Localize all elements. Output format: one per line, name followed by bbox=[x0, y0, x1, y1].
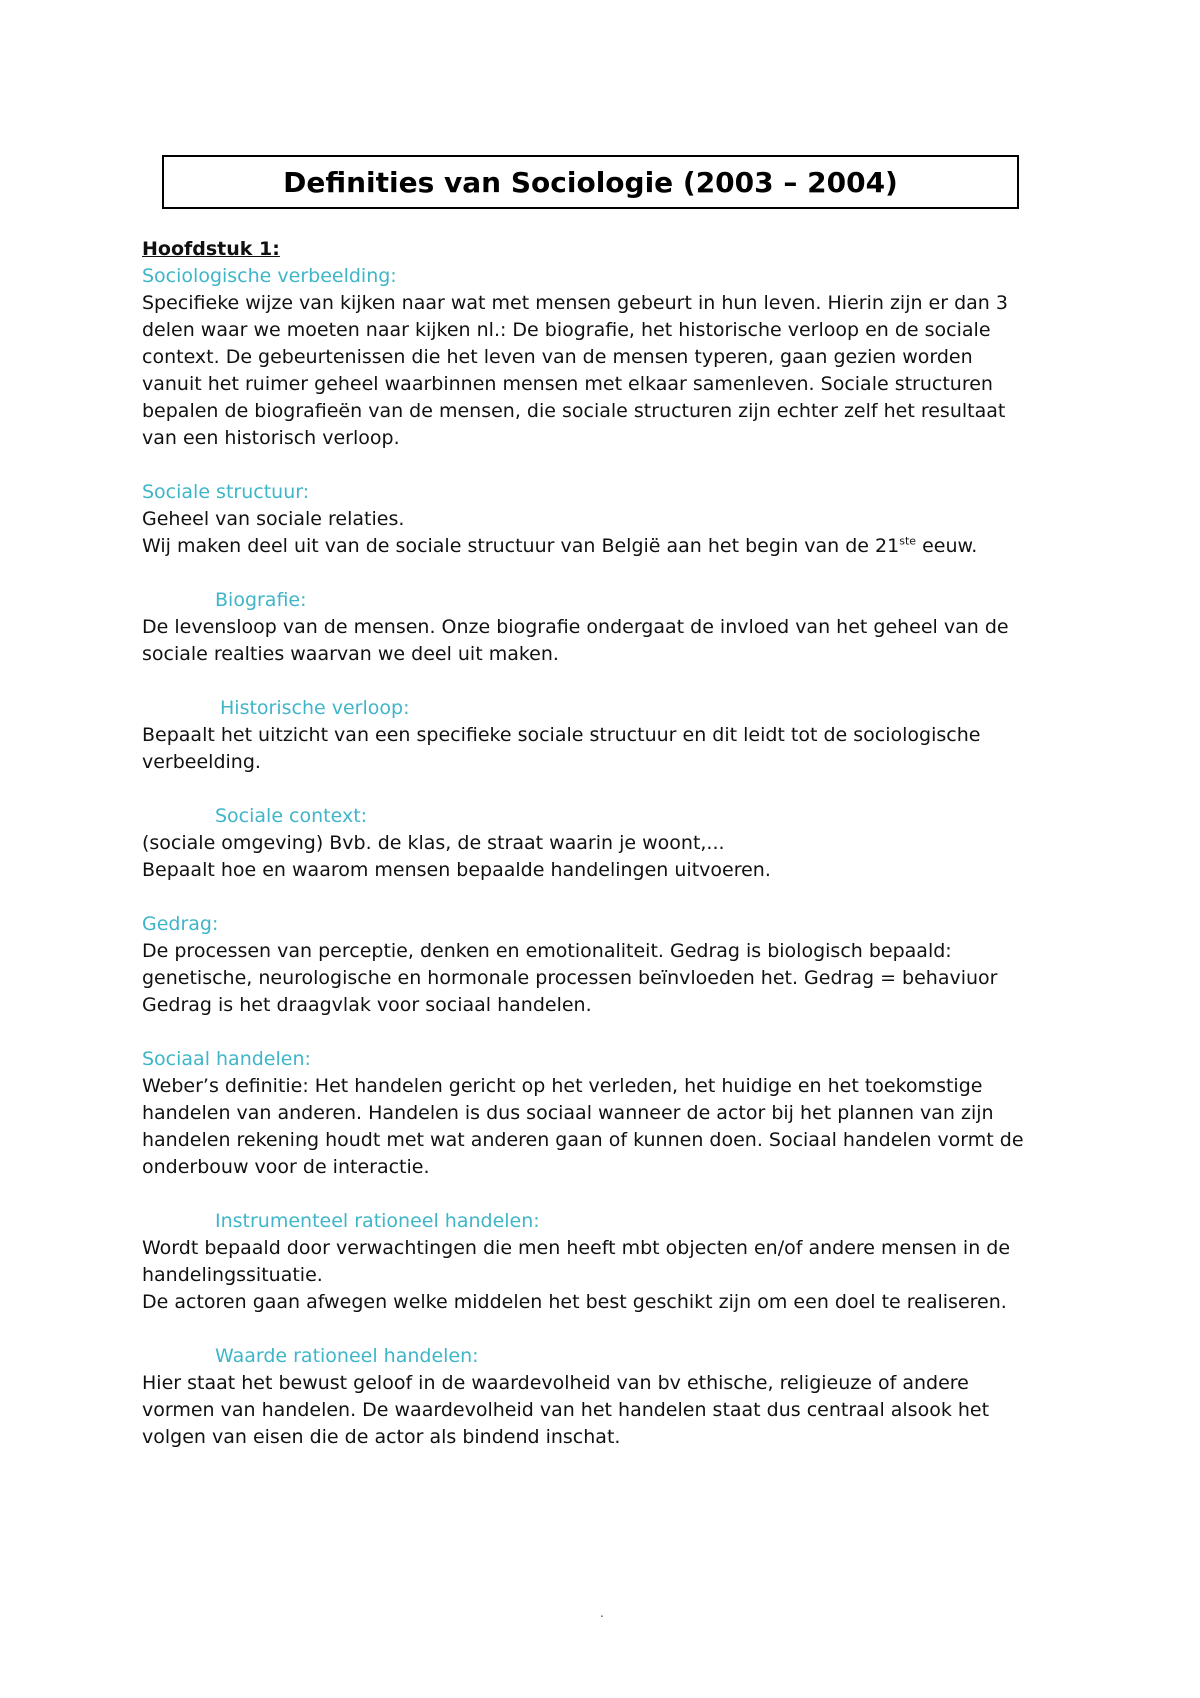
section-heading-instrumenteel-rationeel-handelen: Instrumenteel rationeel handelen: bbox=[215, 1210, 540, 1232]
text-line: De levensloop van de mensen. Onze biografie ondergaat de invloed van het geheel van de bbox=[142, 616, 1009, 638]
text-line: onderbouw voor de interactie. bbox=[142, 1156, 430, 1178]
section-body-sociologische-verbeelding bbox=[142, 290, 1062, 452]
section-body-sociale-context bbox=[142, 830, 1062, 884]
text-line: De actoren gaan afwegen welke middelen het best geschikt zijn om een doel te realiseren. bbox=[142, 1291, 1007, 1313]
text-line: Specifieke wijze van kijken naar wat met mensen gebeurt in hun leven. Hierin zijn er dan 3 bbox=[142, 292, 1008, 314]
text-segment: eeuw. bbox=[916, 535, 978, 557]
section-body-biografie bbox=[142, 614, 1062, 668]
text-segment: Wij maken deel uit van de sociale structuur van België aan het begin van de 21 bbox=[142, 535, 900, 557]
text-line: handelingssituatie. bbox=[142, 1264, 323, 1286]
text-line: Bepaalt hoe en waarom mensen bepaalde handelingen uitvoeren. bbox=[142, 859, 771, 881]
text-line: vanuit het ruimer geheel waarbinnen mensen met elkaar samenleven. Sociale structuren bbox=[142, 373, 993, 395]
footer-mark: . bbox=[600, 1606, 604, 1620]
text-line: Wordt bepaald door verwachtingen die men heeft mbt objecten en/of andere mensen in de bbox=[142, 1237, 1011, 1259]
text-line: context. De gebeurtenissen die het leven van de mensen typeren, gaan gezien worden bbox=[142, 346, 973, 368]
text-line: Geheel van sociale relaties. bbox=[142, 508, 405, 530]
section-body-waarde-rationeel-handelen bbox=[142, 1370, 1062, 1451]
section-heading-waarde-rationeel-handelen: Waarde rationeel handelen: bbox=[215, 1345, 479, 1367]
section-heading-sociaal-handelen: Sociaal handelen: bbox=[142, 1048, 311, 1070]
section-body-sociale-structuur bbox=[142, 506, 1062, 560]
text-line: (sociale omgeving) Bvb. de klas, de straat waarin je woont,... bbox=[142, 832, 725, 854]
text-line: De processen van perceptie, denken en emotionaliteit. Gedrag is biologisch bepaald: bbox=[142, 940, 952, 962]
text-line: Weber’s definitie: Het handelen gericht op het verleden, het huidige en het toekomstige bbox=[142, 1075, 983, 1097]
text-line: handelen van anderen. Handelen is dus sociaal wanneer de actor bij het plannen van zijn bbox=[142, 1102, 994, 1124]
section-heading-sociale-structuur: Sociale structuur: bbox=[142, 481, 310, 503]
document-title: Definities van Sociologie (2003 – 2004) bbox=[283, 165, 898, 199]
text-line: handelen rekening houdt met wat anderen gaan of kunnen doen. Sociaal handelen vormt de bbox=[142, 1129, 1024, 1151]
text-line bbox=[142, 533, 1062, 560]
section-heading-biografie: Biografie: bbox=[215, 589, 307, 611]
section-body-sociaal-handelen bbox=[142, 1073, 1062, 1181]
text-line: vormen van handelen. De waardevolheid van het handelen staat dus centraal alsook het bbox=[142, 1399, 990, 1421]
superscript: ste bbox=[899, 534, 917, 548]
section-heading-gedrag: Gedrag: bbox=[142, 913, 219, 935]
text-line: Hier staat het bewust geloof in de waardevolheid van bv ethische, religieuze of andere bbox=[142, 1372, 969, 1394]
text-line: Bepaalt het uitzicht van een specifieke sociale structuur en dit leidt tot de sociologische bbox=[142, 724, 981, 746]
section-heading-sociale-context: Sociale context: bbox=[215, 805, 368, 827]
text-line: van een historisch verloop. bbox=[142, 427, 400, 449]
text-line: bepalen de biografieën van de mensen, die sociale structuren zijn echter zelf het resultaat bbox=[142, 400, 1006, 422]
section-body-instrumenteel-rationeel-handelen bbox=[142, 1235, 1062, 1316]
title-box bbox=[162, 155, 1019, 209]
text-line: sociale realties waarvan we deel uit maken. bbox=[142, 643, 559, 665]
text-line: genetische, neurologische en hormonale processen beïnvloeden het. Gedrag = behaviuor bbox=[142, 967, 998, 989]
section-body-gedrag bbox=[142, 938, 1062, 1019]
section-heading-historische-verloop: Historische verloop: bbox=[220, 697, 410, 719]
chapter-heading: Hoofdstuk 1: bbox=[142, 238, 280, 260]
document-content bbox=[142, 236, 1062, 1451]
section-heading-sociologische-verbeelding: Sociologische verbeelding: bbox=[142, 265, 397, 287]
text-line: verbeelding. bbox=[142, 751, 261, 773]
text-line: delen waar we moeten naar kijken nl.: De biografie, het historische verloop en de sociale bbox=[142, 319, 991, 341]
section-body-historische-verloop bbox=[142, 722, 1062, 776]
text-line: volgen van eisen die de actor als bindend inschat. bbox=[142, 1426, 621, 1448]
text-line: Gedrag is het draagvlak voor sociaal handelen. bbox=[142, 994, 592, 1016]
